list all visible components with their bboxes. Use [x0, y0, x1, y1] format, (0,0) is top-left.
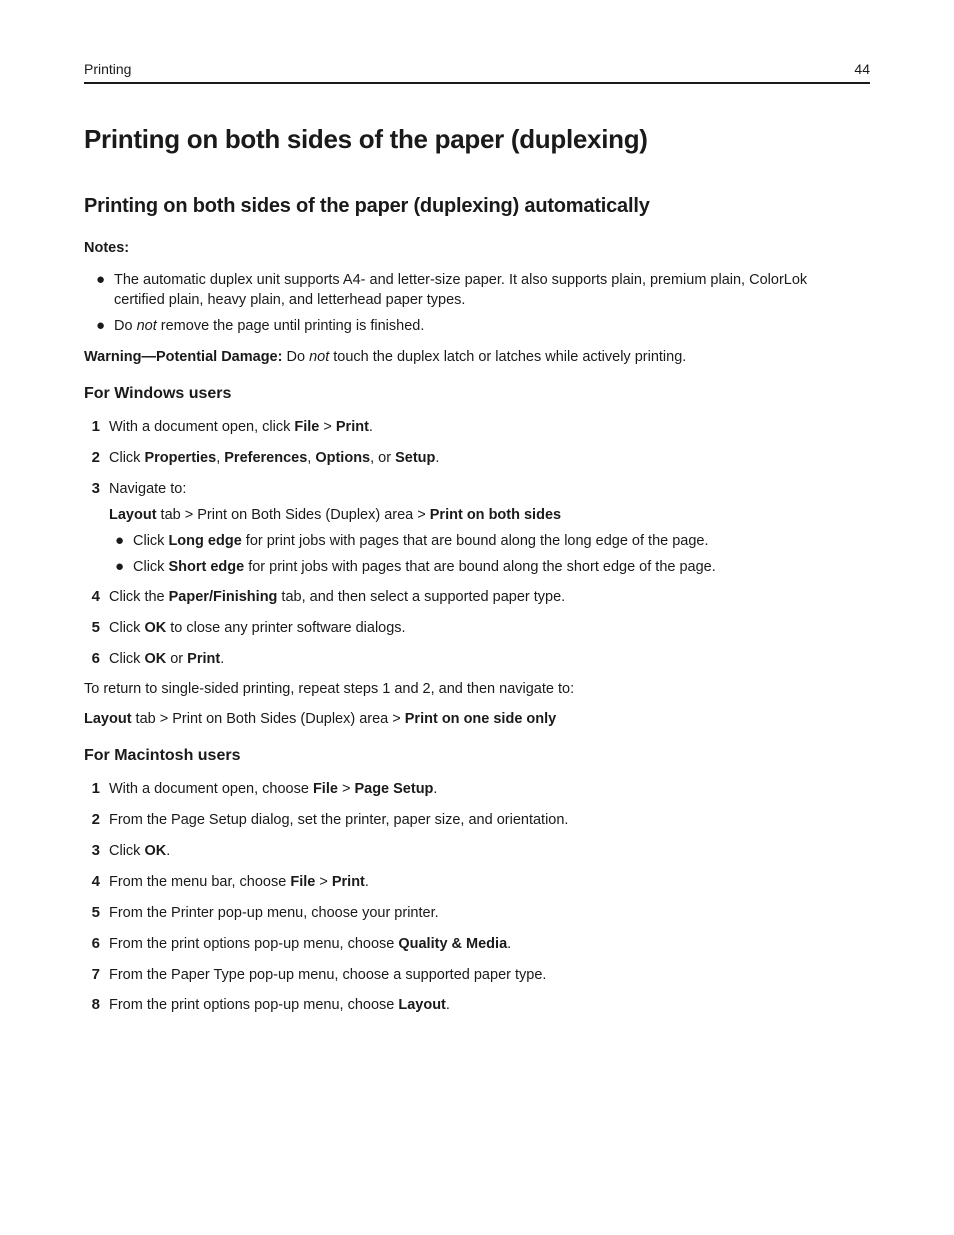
- step-number: 6: [91, 935, 100, 952]
- step-number: 3: [91, 842, 100, 859]
- step-number: 6: [91, 650, 100, 667]
- page-title: Printing on both sides of the paper (duplexing): [84, 124, 648, 154]
- navigation-path: Layout tab > Print on Both Sides (Duplex) area > Print on both sides: [109, 507, 562, 523]
- step-number: 1: [91, 780, 100, 797]
- running-header: [84, 60, 870, 84]
- section-heading: Printing on both sides of the paper (duplexing) automatically: [84, 195, 650, 217]
- step-number: 3: [91, 480, 100, 497]
- step-number: 8: [91, 996, 100, 1013]
- warning-text: Warning—Potential Damage: Do not touch the duplex latch or latches while actively printing.: [84, 349, 687, 365]
- warning-label: Warning—Potential Damage:: [84, 349, 283, 365]
- return-navigation-path: Layout tab > Print on Both Sides (Duplex) area > Print on one side only: [84, 711, 557, 727]
- step-number: 4: [91, 588, 100, 605]
- step-number: 2: [91, 811, 100, 828]
- header-section-title: Printing: [84, 61, 132, 77]
- note-item: [96, 270, 870, 310]
- step-number: 5: [91, 904, 100, 921]
- note-line: The automatic duplex unit supports A4‑ and letter‑size paper. It also supports plain, premium plain, ColorLok: [114, 272, 808, 288]
- step-number: 4: [91, 873, 100, 890]
- bullet-icon: ●: [115, 558, 125, 575]
- windows-heading: For Windows users: [84, 385, 232, 402]
- step-number: 2: [91, 449, 100, 466]
- step-number: 5: [91, 619, 100, 636]
- note-item: ● Do not remove the page until printing is finished.: [96, 317, 425, 334]
- page-number: 44: [854, 61, 870, 77]
- notes-label: Notes:: [84, 240, 130, 256]
- note-line: certified plain, heavy plain, and letterhead paper types.: [114, 292, 466, 308]
- bullet-icon: ●: [96, 271, 106, 288]
- bullet-icon: ●: [115, 532, 125, 549]
- bullet-icon: ●: [96, 317, 106, 334]
- mac-heading: For Macintosh users: [84, 747, 241, 764]
- step-number: 1: [91, 418, 100, 435]
- step-number: 7: [91, 966, 100, 983]
- return-instructions: To return to single‑sided printing, repeat steps 1 and 2, and then navigate to:: [84, 681, 575, 697]
